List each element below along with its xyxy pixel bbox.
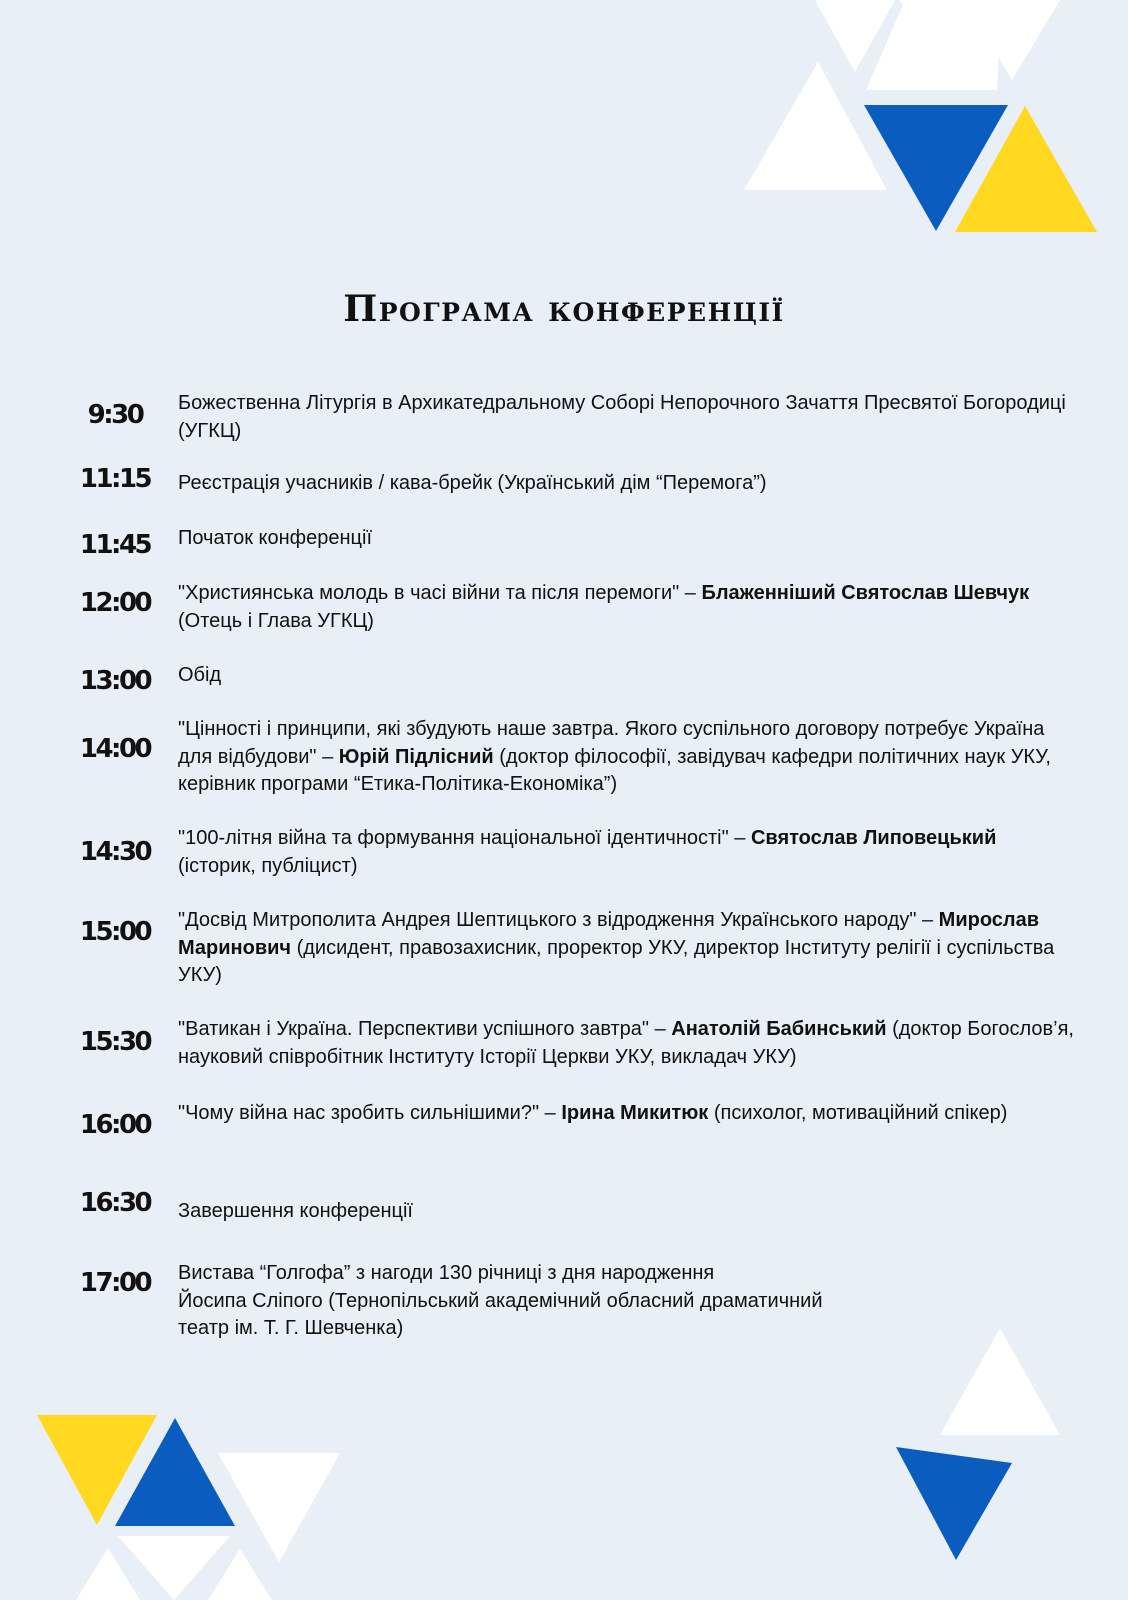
speaker-details: (дисидент, правозахисник, проректор УКУ, директор Інституту релігії і суспільства УКУ) (178, 936, 1055, 986)
talk-title: "Чому війна нас зробить сильнішими?" – (178, 1102, 562, 1124)
triangle-blue (896, 1447, 1012, 1560)
triangle-white (744, 62, 887, 190)
schedule-description (178, 825, 1078, 880)
schedule-time: 12:00 (79, 588, 151, 618)
schedule-description: Обід (178, 664, 222, 686)
schedule-time: 11:45 (79, 530, 151, 560)
speaker-name: Блаженніший Святослав Шевчук (701, 582, 1030, 604)
speaker-name: Юрій Підлісний (338, 745, 494, 768)
schedule-time: 9:30 (87, 400, 143, 430)
speaker-details: (Отець і Глава УГКЦ) (178, 609, 374, 632)
schedule-time: 11:15 (79, 464, 151, 494)
schedule-time: 15:30 (79, 1027, 151, 1057)
schedule-time: 15:00 (79, 917, 151, 947)
triangle-white (940, 1328, 1060, 1435)
schedule-description (178, 716, 1078, 799)
schedule-description: Початок конференції (178, 527, 372, 549)
schedule-description (178, 580, 1078, 635)
schedule-time: 16:30 (79, 1188, 151, 1218)
speaker-name: Святослав Липовецький (750, 827, 997, 849)
triangle-white (118, 1536, 230, 1600)
speaker-details: (доктор філософії, завідувач кафедри політичних наук УКУ, керівник програми “Етика-Політика-Економіка”) (178, 745, 1051, 795)
description-line: Вистава “Голгофа” з нагоди 130 річниці з дня народження (178, 1262, 715, 1284)
schedule-description (178, 1100, 1078, 1128)
schedule-time: 14:00 (79, 734, 151, 764)
schedule-description: Божественна Літургія в Архикатедральному Соборі Непорочного Зачаття Пресвятої Богородиці (УГКЦ) (178, 392, 1066, 442)
schedule-description: Реєстрація учасників / кава-брейк (Український дім “Перемога”) (178, 472, 767, 494)
schedule-time: 17:00 (79, 1268, 151, 1298)
speaker-details: (історик, публіцист) (178, 854, 358, 877)
description-line: театр ім. Т. Г. Шевченка) (178, 1317, 404, 1339)
speaker-name: Мирослав Маринович (178, 909, 1040, 959)
page-title: Програма конференції (343, 288, 785, 330)
triangle-white (76, 1548, 140, 1600)
speaker-details: (психолог, мотиваційний спікер) (708, 1102, 1008, 1124)
schedule-time: 14:30 (79, 837, 151, 867)
speaker-name: Ірина Микитюк (561, 1102, 709, 1124)
speaker-name: Анатолій Бабинський (671, 1018, 887, 1040)
talk-title: "Цінності і принципи, які збудують наше завтра. Якого суспільного договору потребує Україна для відбудови" – (178, 718, 1045, 768)
schedule-time: 13:00 (79, 666, 151, 696)
triangle-white (218, 1453, 340, 1562)
schedule-time: 16:00 (79, 1110, 151, 1140)
schedule-description: Завершення конференції (178, 1200, 413, 1222)
talk-title: "Досвід Митрополита Андрея Шептицького з відродження Українського народу" – (178, 909, 939, 931)
speaker-details: (доктор Богослов’я, науковий співробітник Інституту Історії Церкви УКУ, викладач УКУ) (178, 1018, 1074, 1068)
talk-title: "100-літня війна та формування національної ідентичності" – (178, 827, 751, 849)
schedule-description (178, 1016, 1078, 1071)
triangle-white (208, 1549, 272, 1600)
talk-title: "Ватикан і Україна. Перспективи успішного завтра" – (178, 1018, 672, 1040)
talk-title: "Християнська молодь в часі війни та після перемоги" – (178, 582, 702, 604)
description-line: Йосипа Сліпого (Тернопільський академічний обласний драматичний (178, 1289, 823, 1312)
schedule-description (178, 1260, 1078, 1343)
schedule-description (178, 907, 1078, 990)
